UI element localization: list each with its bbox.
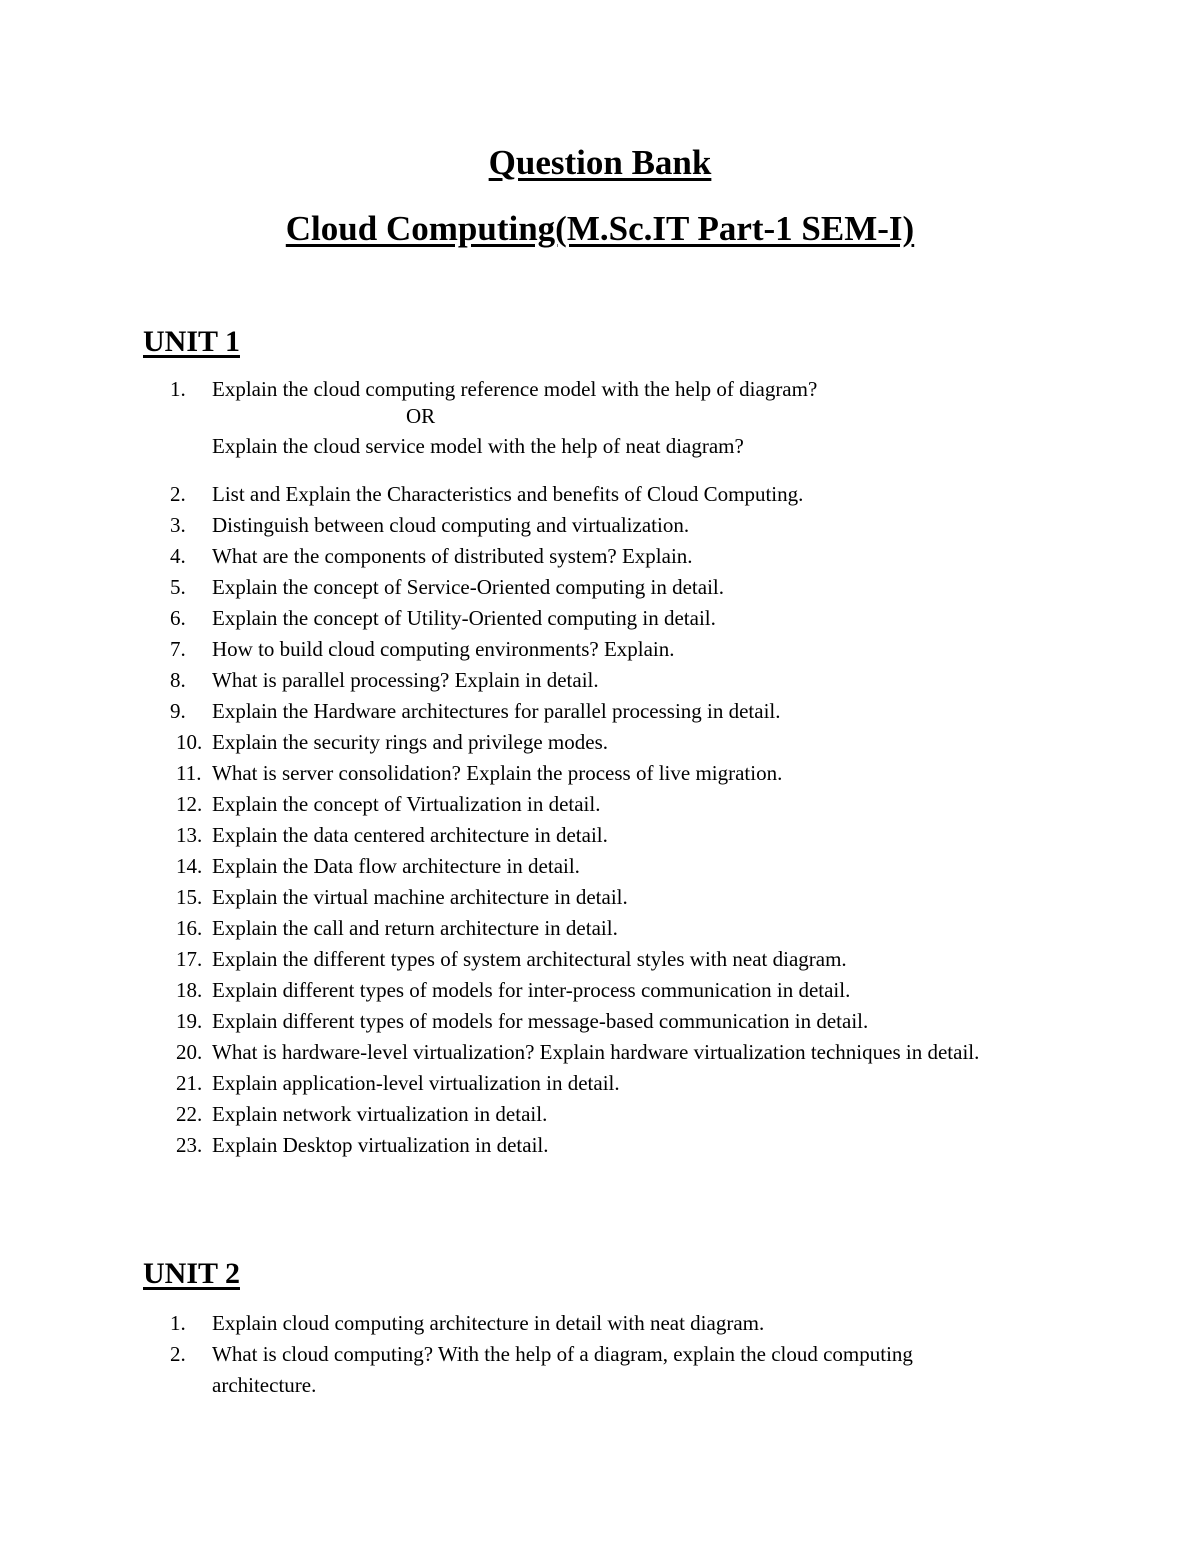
unit-1-heading: UNIT 1 <box>143 325 240 358</box>
question-number: 20. <box>176 1040 203 1064</box>
question-text: Distinguish between cloud computing and virtualization. <box>212 513 690 537</box>
question-number: 1. <box>170 1311 186 1335</box>
question-text: Explain the concept of Utility-Oriented computing in detail. <box>212 606 716 630</box>
question-item <box>0 510 1012 541</box>
question-number: 22. <box>176 1102 203 1126</box>
question-number: 5. <box>170 575 186 599</box>
page-title: Question Bank <box>488 143 712 182</box>
question-item <box>0 374 1012 465</box>
question-text: Explain cloud computing architecture in detail with neat diagram. <box>212 1311 765 1335</box>
question-item <box>0 851 1012 882</box>
question-number: 9. <box>170 699 186 723</box>
question-number: 13. <box>176 823 203 847</box>
question-item <box>0 1099 1012 1130</box>
unit-2-heading: UNIT 2 <box>143 1257 240 1290</box>
question-text: What is hardware-level virtualization? Explain hardware virtualization techniques in detail. <box>212 1040 980 1064</box>
question-text: What are the components of distributed system? Explain. <box>212 544 693 568</box>
question-item <box>0 789 1012 820</box>
question-item <box>0 1339 1012 1401</box>
question-number: 14. <box>176 854 203 878</box>
question-item <box>0 479 1012 510</box>
question-number: 23. <box>176 1133 203 1157</box>
question-text: Explain the concept of Virtualization in detail. <box>212 792 601 816</box>
question-number: 4. <box>170 544 186 568</box>
question-text: Explain network virtualization in detail. <box>212 1102 548 1126</box>
question-text: Explain different types of models for inter-process communication in detail. <box>212 978 851 1002</box>
question-item <box>0 1130 1012 1161</box>
question-text: What is parallel processing? Explain in detail. <box>212 668 599 692</box>
question-item <box>0 603 1012 634</box>
question-text: Explain the security rings and privilege modes. <box>212 730 608 754</box>
question-or: OR <box>406 404 436 428</box>
question-number: 3. <box>170 513 186 537</box>
question-number: 10. <box>176 730 203 754</box>
question-text: How to build cloud computing environments? Explain. <box>212 637 675 661</box>
question-number: 2. <box>170 1342 186 1366</box>
question-number: 19. <box>176 1009 203 1033</box>
question-item <box>0 634 1012 665</box>
question-number: 8. <box>170 668 186 692</box>
question-item <box>0 882 1012 913</box>
question-number: 12. <box>176 792 203 816</box>
page-subtitle: Cloud Computing(M.Sc.IT Part-1 SEM-I) <box>285 209 915 248</box>
question-item <box>0 572 1012 603</box>
question-text: List and Explain the Characteristics and benefits of Cloud Computing. <box>212 482 804 506</box>
question-number: 21. <box>176 1071 203 1095</box>
question-item <box>0 758 1012 789</box>
question-item <box>0 913 1012 944</box>
question-item <box>0 665 1012 696</box>
question-number: 7. <box>170 637 186 661</box>
unit-2-question-list <box>0 1308 1200 1401</box>
question-item <box>0 1006 1012 1037</box>
question-text: Explain the data centered architecture in detail. <box>212 823 608 847</box>
question-item <box>0 1037 1012 1068</box>
unit-1-question-list <box>0 374 1200 1161</box>
question-number: 18. <box>176 978 203 1002</box>
question-number: 6. <box>170 606 186 630</box>
question-text: Explain application-level virtualization in detail. <box>212 1071 620 1095</box>
question-text: Explain the virtual machine architecture in detail. <box>212 885 628 909</box>
question-text: Explain the Hardware architectures for parallel processing in detail. <box>212 699 781 723</box>
question-number: 15. <box>176 885 203 909</box>
question-item <box>0 541 1012 572</box>
question-alt-text: Explain the cloud service model with the help of neat diagram? <box>212 434 744 458</box>
question-number: 11. <box>176 761 202 785</box>
question-text: Explain the Data flow architecture in detail. <box>212 854 580 878</box>
question-number: 1. <box>170 377 186 401</box>
question-number: 2. <box>170 482 186 506</box>
question-item <box>0 975 1012 1006</box>
question-item <box>0 1068 1012 1099</box>
question-text: Explain the cloud computing reference model with the help of diagram? <box>212 377 818 401</box>
question-item <box>0 944 1012 975</box>
question-text: Explain Desktop virtualization in detail. <box>212 1133 549 1157</box>
question-item <box>0 727 1012 758</box>
question-number: 16. <box>176 916 203 940</box>
question-text: Explain the different types of system architectural styles with neat diagram. <box>212 947 847 971</box>
question-item <box>0 820 1012 851</box>
question-number: 17. <box>176 947 203 971</box>
question-text: Explain the concept of Service-Oriented computing in detail. <box>212 575 724 599</box>
question-item <box>0 1308 1012 1339</box>
question-item <box>0 696 1012 727</box>
question-text: Explain different types of models for message-based communication in detail. <box>212 1009 869 1033</box>
question-text: What is cloud computing? With the help of a diagram, explain the cloud computing architecture. <box>212 1342 913 1397</box>
question-text: What is server consolidation? Explain the process of live migration. <box>212 761 783 785</box>
question-text: Explain the call and return architecture in detail. <box>212 916 618 940</box>
